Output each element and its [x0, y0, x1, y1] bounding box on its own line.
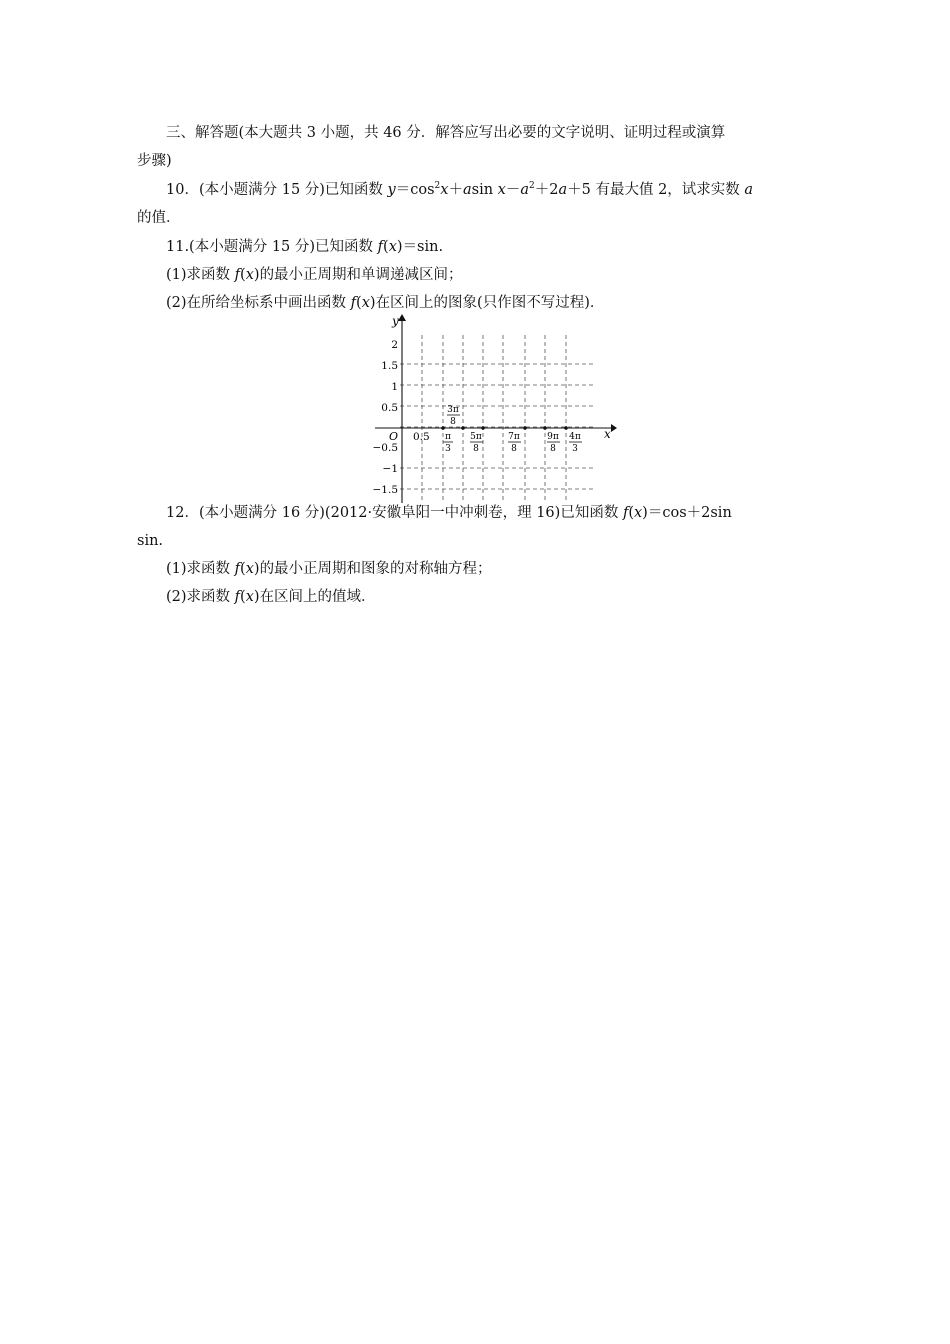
q11-p1-a: (1)求函数 [166, 267, 235, 283]
dot-3 [481, 426, 485, 430]
q11-p1-f: f [234, 267, 241, 283]
q10-var-a1: a [462, 182, 472, 198]
question-12-part2: (2)求函数 f(x)在区间上的值域． [166, 589, 376, 605]
q11-p2-f: f [350, 295, 357, 311]
q10-prefix: 10．(本小题满分 15 分)已知函数 [166, 182, 388, 198]
q11-p1-x: x [245, 267, 254, 283]
q10-var-y: y [387, 182, 396, 198]
section-heading-line1: 三、解答题(本大题共 3 小题，共 46 分．解答应写出必要的文字说明、证明过程或演算 [166, 125, 726, 141]
q11-var-x: x [388, 239, 397, 255]
frac-4pi3-den: 3 [572, 444, 578, 454]
question-11-part1: (1)求函数 f(x)的最小正周期和单调递减区间； [166, 267, 463, 283]
question-12-line1: 12．(本小题满分 16 分)(2012·安徽阜阳一中冲刺卷，理 16)已知函数 f(x)＝cos＋2sin [166, 505, 732, 521]
q12-p2-b: 在区间上的值域． [259, 589, 376, 605]
q11-p2-b: 在区间上的图象(只作图不写过程)． [375, 295, 605, 311]
dot-6 [564, 426, 568, 430]
frac-pi3-num: π [445, 432, 451, 442]
q12-prefix: 12．(本小题满分 16 分)(2012·安徽阜阳一中冲刺卷，理 16)已知函数 [166, 505, 623, 521]
y-tick-1: 1 [391, 381, 398, 393]
question-11-line1: 11.(本小题满分 15 分)已知函数 f(x)＝sin. [166, 239, 444, 255]
question-10-line1 [166, 180, 753, 200]
q10-var-a4: a [744, 182, 754, 198]
q12-var-f: f [622, 505, 629, 521]
dot-4 [523, 426, 527, 430]
q11-p2-a: (2)在所给坐标系中画出函数 [166, 295, 351, 311]
frac-9pi8-num: 9π [547, 432, 559, 442]
q10-var-x1: x [440, 182, 449, 198]
dot-1 [441, 426, 445, 430]
frac-7pi8-den: 8 [511, 444, 517, 454]
q10-minus: － [505, 182, 521, 198]
y-axis-arrow [398, 314, 406, 321]
question-10-line2: 的值． [137, 210, 181, 226]
y-tick-labels [373, 339, 399, 496]
frac-7pi8-num: 7π [508, 432, 520, 442]
q11-var-f: f [377, 239, 384, 255]
frac-4pi3-num: 4π [569, 432, 581, 442]
q12-p1-a: (1)求函数 [166, 561, 235, 577]
q10-tail: ＋5 有最大值 2，试求实数 [567, 182, 745, 198]
dot-5 [543, 426, 547, 430]
frac-pi3-den: 3 [445, 444, 451, 454]
frac-3pi8-num: 3π [447, 405, 459, 415]
q12-p1-b: 的最小正周期和图象的对称轴方程； [259, 561, 492, 577]
q10-var-a2: a [520, 182, 529, 198]
grid-lines [400, 335, 593, 503]
x-axis-arrow [611, 424, 617, 432]
y-tick-1-5: 1.5 [381, 360, 398, 372]
q11-tail: ＝sin. [402, 239, 444, 255]
q12-var-x: x [633, 505, 643, 521]
section-heading-line2: 步骤) [137, 153, 172, 169]
origin-label: O [389, 430, 399, 443]
frac-5pi8-num: 5π [470, 432, 482, 442]
frac-9pi8-den: 8 [550, 444, 556, 454]
question-12-part1: (1)求函数 f(x)的最小正周期和图象的对称轴方程； [166, 561, 492, 577]
y-tick-2: 2 [391, 339, 398, 351]
y-tick-neg-1-5: −1.5 [372, 484, 398, 496]
q10-sup: 2 [434, 181, 441, 191]
question-12-line2: sin. [137, 533, 164, 549]
y-tick-0-5: 0.5 [381, 402, 398, 414]
x-axis-label: x [604, 427, 611, 441]
q12-p2-x: x [245, 589, 254, 605]
q10-plus2: ＋2 [534, 182, 559, 198]
q10-sin: sin [471, 182, 498, 198]
dot-2 [461, 426, 465, 430]
q12-p2-f: f [234, 589, 241, 605]
q10-eq: ＝cos [395, 182, 435, 198]
frac-5pi8-den: 8 [473, 444, 479, 454]
x-tick-0-5: 0.5 [413, 431, 430, 443]
y-tick-neg-0-5: −0.5 [372, 442, 398, 454]
q12-p2-a: (2)求函数 [166, 589, 235, 605]
q11-prefix: 11.(本小题满分 15 分)已知函数 [166, 239, 378, 255]
frac-3pi8-den: 8 [450, 417, 456, 427]
q10-plus: ＋ [448, 182, 463, 198]
q10-sup2: 2 [529, 181, 535, 191]
y-tick-neg-1: −1 [382, 463, 398, 475]
question-11-part2: (2)在所给坐标系中画出函数 f(x)在区间上的图象(只作图不写过程)． [166, 295, 605, 311]
coordinate-grid-figure [365, 313, 625, 503]
y-axis-label: y [392, 314, 399, 328]
q12-p1-x: x [245, 561, 254, 577]
q11-p1-b: 的最小正周期和单调递减区间； [259, 267, 463, 283]
q10-var-a3: a [558, 182, 568, 198]
q12-tail: ＝cos＋2sin [647, 505, 732, 521]
q10-var-x2: x [497, 182, 506, 198]
q11-p2-x: x [361, 295, 370, 311]
q12-p1-f: f [234, 561, 241, 577]
